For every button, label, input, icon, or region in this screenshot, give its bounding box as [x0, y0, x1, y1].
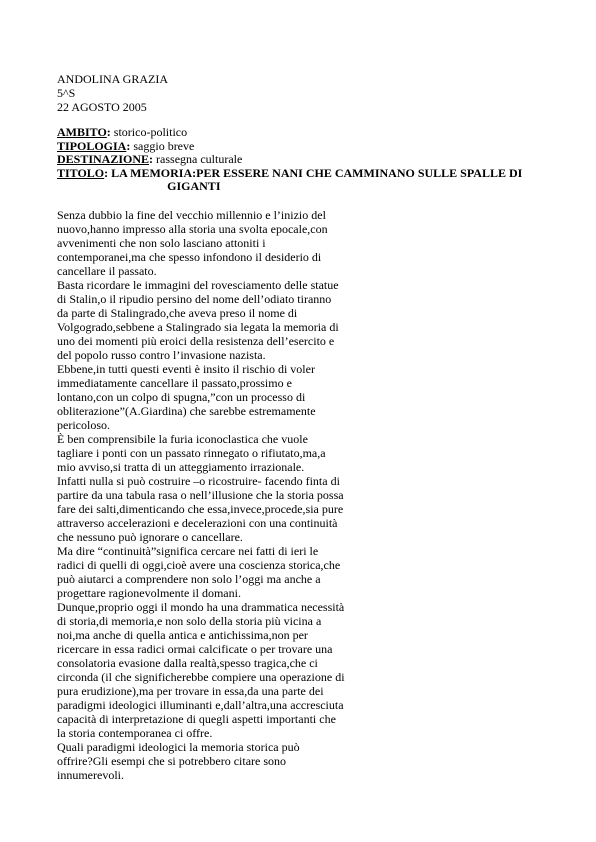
essay-body-line: avvenimenti che non solo lasciano attoniti i — [57, 236, 266, 250]
essay-body-line: contemporanei,ma che spesso infondono il desiderio di — [57, 250, 322, 264]
essay-body-line: noi,ma anche di quella antica e antichissima,non per — [57, 628, 308, 642]
essay-body-line: cancellare il passato. — [57, 264, 157, 278]
destinazione-value: rassegna culturale — [156, 152, 243, 166]
essay-body-line: Volgogrado,sebbene a Stalingrado sia legata la memoria di — [57, 320, 339, 334]
titolo-row — [57, 167, 547, 194]
document-date: 22 AGOSTO 2005 — [57, 100, 147, 114]
essay-body — [57, 208, 357, 782]
tipologia-label: TIPOLOGIA — [57, 138, 127, 153]
essay-body-line: capacità di interpretazione di quegli aspetti importanti che — [57, 712, 336, 726]
essay-body-line: attraverso accelerazioni e decelerazioni con una continuità — [57, 516, 338, 530]
essay-body-line: Ebbene,in tutti questi eventi è insito il rischio di voler — [57, 362, 315, 376]
essay-body-line: fare dei salti,dimenticando che essa,invece,procede,sia pure — [57, 502, 344, 516]
essay-body-line: da parte di Stalingrado,che aveva preso il nome di — [57, 306, 298, 320]
essay-body-line: uno dei momenti più eroici della resistenza dell’esercito e — [57, 334, 335, 348]
essay-body-line: Basta ricordare le immagini del rovesciamento delle statue — [57, 278, 339, 292]
tipologia-value: saggio breve — [133, 138, 195, 153]
essay-body-line: È ben comprensibile la furia iconoclastica che vuole — [57, 432, 308, 446]
destinazione-row — [57, 153, 547, 167]
essay-body-line: ricercare in essa radici ormai calcificate o per trovare una — [57, 642, 333, 656]
titolo-colon: : — [104, 165, 109, 180]
essay-body-line: mio avviso,si tratta di un atteggiamento irrazionale. — [57, 460, 305, 474]
destinazione-colon: : — [149, 152, 154, 166]
essay-body-line: la storia contemporanea ci offre. — [57, 726, 213, 740]
essay-body-line: di Stalin,o il ripudio persino del nome dell’odiato tiranno — [57, 292, 332, 306]
essay-body-line: radici di quelli di oggi,cioè avere una coscienza storica,che — [57, 558, 341, 572]
essay-body-line: lontano,con un colpo di spugna,”con un processo di — [57, 390, 306, 404]
essay-body-line: consolatoria evasione dalla realtà,spesso tragica,che ci — [57, 656, 318, 670]
essay-body-line: tagliare i ponti con un passato rinnegato o rifiutato,ma,a — [57, 446, 326, 460]
ambito-value: storico-politico — [113, 125, 188, 139]
destinazione-label: DESTINAZIONE — [57, 152, 150, 166]
author-name: ANDOLINA GRAZIA — [57, 72, 168, 86]
essay-body-line: nuovo,hanno impresso alla storia una svolta epocale,con — [57, 222, 328, 236]
titolo-label: TITOLO — [57, 165, 105, 180]
essay-title-line-2: GIGANTI — [167, 179, 221, 193]
essay-body-line: Quali paradigmi ideologici la memoria storica può — [57, 740, 300, 754]
essay-body-line: immediatamente cancellare il passato,prossimo e — [57, 376, 292, 390]
essay-body-line: obliterazione”(A.Giardina) che sarebbe estremamente — [57, 404, 316, 418]
ambito-label: AMBITO — [57, 125, 107, 139]
essay-body-line: innumerevoli. — [57, 768, 124, 782]
essay-body-line: offrire?Gli esempi che si potrebbero citare sono — [57, 754, 287, 768]
tipologia-row — [57, 140, 547, 154]
essay-body-line: pericoloso. — [57, 418, 110, 432]
author-class: 5^S — [57, 86, 76, 100]
essay-body-line: Dunque,proprio oggi il mondo ha una drammatica necessità — [57, 600, 345, 614]
essay-body-line: che nessuno può ignorare o cancellare. — [57, 530, 243, 544]
essay-title-line-1: LA MEMORIA:PER ESSERE NANI CHE CAMMINANO SULLE SPALLE DI — [111, 165, 523, 180]
essay-body-line: Infatti nulla si può costruire –o ricostruire- facendo finta di — [57, 474, 340, 488]
essay-body-line: partire da una tabula rasa o nell’illusione che la storia possa — [57, 488, 344, 502]
essay-body-line: pura erudizione),ma per trovare in essa,da una parte dei — [57, 684, 324, 698]
essay-body-line: Ma dire “continuità”significa cercare nei fatti di ieri le — [57, 544, 319, 558]
essay-body-line: può aiutarci a comprendere non solo l’oggi ma anche a — [57, 572, 321, 586]
tipologia-colon: : — [126, 138, 131, 153]
ambito-colon: : — [106, 125, 111, 139]
essay-body-line: progettare ragionevolmente il domani. — [57, 586, 241, 600]
essay-body-line: di storia,di memoria,e non solo della storia più vicina a — [57, 614, 322, 628]
essay-body-line: paradigmi ideologici illuminanti e,dall’altra,una accresciuta — [57, 698, 344, 712]
ambito-row — [57, 126, 547, 140]
essay-body-line: circonda (il che significherebbe compiere una operazione di — [57, 670, 345, 684]
essay-title — [111, 167, 522, 194]
essay-body-line: del popolo russo contro l’invasione nazista. — [57, 348, 266, 362]
assignment-meta — [57, 126, 547, 194]
essay-body-line: Senza dubbio la fine del vecchio millennio e l’inizio del — [57, 208, 326, 222]
author-header — [57, 72, 168, 114]
